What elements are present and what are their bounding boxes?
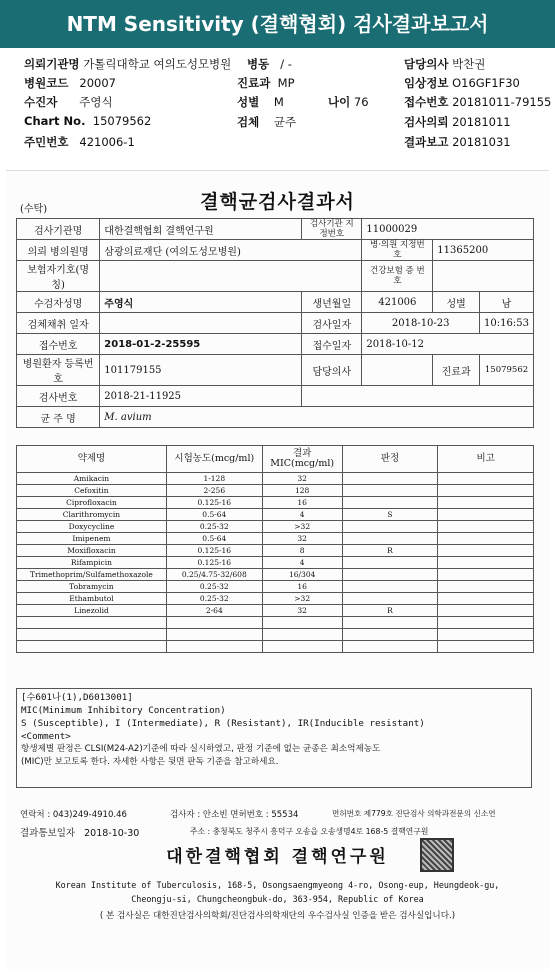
mic-cell-judgment <box>342 617 438 629</box>
mic-cell-drug: Imipenem <box>17 533 167 545</box>
mic-row <box>17 473 534 485</box>
info-row <box>17 240 534 261</box>
label-agency: 검사기관명 <box>17 219 100 240</box>
mic-cell-mic: 8 <box>262 545 342 557</box>
mic-row <box>17 641 534 653</box>
mic-cell-mic: 16/304 <box>262 569 342 581</box>
mic-cell-mic <box>262 629 342 641</box>
mic-cell-drug: Moxifloxacin <box>17 545 167 557</box>
footer-address: 주소 : 충청북도 청주시 흥덕구 오송읍 오송생명4로 168-5 결핵연구원 <box>190 827 429 836</box>
value-referral: 삼광의료재단 (여의도성모병원) <box>100 240 362 261</box>
mic-cell-range: 0.25-32 <box>166 581 262 593</box>
mic-cell-mic: 16 <box>262 497 342 509</box>
value-sex: 남 <box>480 292 534 313</box>
value-health-cert <box>433 261 534 292</box>
header-field-resident-no: 주민번호 421006-1 <box>24 135 135 149</box>
label-sex: 성별 <box>433 292 480 313</box>
mic-cell-note <box>438 641 534 653</box>
mic-cell-range: 2-64 <box>166 605 262 617</box>
mic-cell-drug: Amikacin <box>17 473 167 485</box>
label-dept: 진료과 <box>433 355 480 386</box>
mic-cell-range: 2-256 <box>166 485 262 497</box>
info-row <box>17 292 534 313</box>
mic-cell-judgment <box>342 629 438 641</box>
info-row <box>17 261 534 292</box>
mic-cell-note <box>438 593 534 605</box>
mic-cell-mic: >32 <box>262 521 342 533</box>
mic-cell-judgment <box>342 485 438 497</box>
header-field-hospital-code: 병원코드 20007 <box>24 76 116 90</box>
mic-cell-judgment <box>342 533 438 545</box>
mic-cell-mic: 4 <box>262 557 342 569</box>
value-patient-name: 주영식 <box>100 292 302 313</box>
info-row <box>17 386 534 407</box>
header-field-referral: 의뢰기관명 가톨릭대학교 여의도성모병원 <box>24 57 232 71</box>
mic-cell-mic: 128 <box>262 485 342 497</box>
mic-cell-note <box>438 569 534 581</box>
notes-box <box>16 688 532 788</box>
value-exam-no: 2018-21-11925 <box>100 386 302 407</box>
header-field-doctor: 담당의사 박찬권 <box>404 57 486 71</box>
mic-cell-range <box>166 617 262 629</box>
institute-address-en: Korean Institute of Tuberculosis, 168-5, Osongsaengmyeong 4-ro, Osong-eup, Heungdeok-gu, <box>55 880 500 890</box>
info-row <box>17 219 534 240</box>
mic-row <box>17 509 534 521</box>
value-referral-code: 11365200 <box>433 240 534 261</box>
header-field-age: 나이 76 <box>328 95 369 109</box>
value-dept: 15079562 <box>480 355 534 386</box>
mic-cell-drug: Ethambutol <box>17 593 167 605</box>
header-field-dept: 진료과 MP <box>237 76 295 90</box>
value-reception-date: 2018-10-12 <box>362 334 534 355</box>
label-agency-code: 검사기관 지정번호 <box>302 219 362 240</box>
mic-cell-judgment <box>342 557 438 569</box>
mic-cell-drug: Cefoxitin <box>17 485 167 497</box>
mic-cell-judgment <box>342 569 438 581</box>
label-hospital-reg: 병원환자 등록번호 <box>17 355 100 386</box>
label-reception-date: 접수일자 <box>302 334 362 355</box>
notes-code: [수601나(1),D6013001] <box>21 692 133 703</box>
label-insurer: 보험자기호(명칭) <box>17 261 100 292</box>
mic-cell-mic <box>262 617 342 629</box>
footer-license: 면허번호 제779호 진단검사 의학과전문의 신소연 <box>332 809 496 818</box>
value-reception-no: 2018-01-2-25595 <box>100 334 302 355</box>
value-agency: 대한결핵협회 결핵연구원 <box>100 219 302 240</box>
mic-row <box>17 617 534 629</box>
mic-cell-range: 0.5-64 <box>166 509 262 521</box>
mic-cell-drug <box>17 641 167 653</box>
mic-row <box>17 605 534 617</box>
mic-cell-drug: Linezolid <box>17 605 167 617</box>
label-reception-no: 접수번호 <box>17 334 100 355</box>
info-row <box>17 407 534 428</box>
mic-cell-mic: 32 <box>262 473 342 485</box>
mic-cell-mic: 16 <box>262 581 342 593</box>
mic-cell-range: 0.125-16 <box>166 497 262 509</box>
mic-cell-judgment <box>342 593 438 605</box>
form-suffix-label: (수탁) <box>20 204 48 215</box>
mic-cell-range: 0.25-32 <box>166 593 262 605</box>
header-field-reception-no: 접수번호 20181011-79155 <box>404 95 552 109</box>
header-field-report-date: 결과보고 20181031 <box>404 135 511 149</box>
mic-cell-range: 1-128 <box>166 473 262 485</box>
header-judgment: 판정 <box>342 446 438 473</box>
mic-cell-range: 0.25-32 <box>166 521 262 533</box>
mic-row <box>17 545 534 557</box>
mic-cell-judgment <box>342 641 438 653</box>
institute-name-korean: 대한결핵협회 결핵연구원 <box>166 847 389 867</box>
value-doctor <box>362 355 433 386</box>
header-field-request-date: 검사의뢰 20181011 <box>404 115 511 129</box>
mic-cell-note <box>438 485 534 497</box>
value-species: M. avium <box>100 407 534 428</box>
report-banner: NTM Sensitivity (결핵협회) 검사결과보고서 <box>0 0 555 48</box>
mic-cell-range: 0.125-16 <box>166 545 262 557</box>
label-dob: 생년월일 <box>302 292 362 313</box>
mic-cell-drug: Doxycycline <box>17 521 167 533</box>
mic-cell-drug <box>17 629 167 641</box>
mic-cell-judgment <box>342 521 438 533</box>
mic-table-header <box>17 446 534 473</box>
patient-info-table <box>16 218 534 428</box>
label-health-cert: 건강보험 증 번 호 <box>362 261 433 292</box>
mic-cell-drug: Rifampicin <box>17 557 167 569</box>
institute-address-en: Cheongju-si, Chungcheongbuk-do, 363-954, Republic of Korea <box>131 894 424 904</box>
info-row <box>17 355 534 386</box>
header-field-patient: 수진자 주영식 <box>24 95 113 109</box>
label-doctor: 담당의사 <box>302 355 362 386</box>
footer-examiner: 검사자 : 안소빈 면허번호 : 55534 <box>170 810 299 820</box>
mic-cell-note <box>438 617 534 629</box>
header-mic: 결과 MIC(mcg/ml) <box>262 446 342 473</box>
header-field-chart-no: Chart No. 15079562 <box>24 114 152 128</box>
notes-comment-line: (MIC)만 보고토록 한다. 자세한 사항은 뒷면 판독 기준을 참고하세요. <box>21 757 279 767</box>
mic-row <box>17 533 534 545</box>
mic-cell-range: 0.5-64 <box>166 533 262 545</box>
info-row <box>17 313 534 334</box>
form-title: 결핵균검사결과서 <box>200 191 355 213</box>
value-hospital-reg: 101179155 <box>100 355 302 386</box>
value-agency-code: 11000029 <box>362 219 534 240</box>
official-seal <box>420 838 454 872</box>
mic-cell-range <box>166 641 262 653</box>
header-field-sex: 성별 M <box>237 95 284 109</box>
mic-cell-mic: 32 <box>262 533 342 545</box>
mic-cell-note <box>438 497 534 509</box>
mic-cell-note <box>438 605 534 617</box>
label-referral-code: 병·의원 지정번호 <box>362 240 433 261</box>
label-exam-no: 검사번호 <box>17 386 100 407</box>
notes-legend: S (Susceptible), I (Intermediate), R (Resistant), IR(Inducible resistant) <box>21 718 425 729</box>
mic-row <box>17 581 534 593</box>
mic-cell-note <box>438 509 534 521</box>
mic-cell-judgment: R <box>342 605 438 617</box>
certification-note: ( 본 검사실은 대한진단검사의학회/진단검사의학재단의 우수검사실 인증을 받은 검사실입니다.) <box>99 911 456 921</box>
header-field-ward: 병동 / - <box>247 57 292 71</box>
mic-row <box>17 629 534 641</box>
label-patient-name: 수검자성명 <box>17 292 100 313</box>
label-specimen-date: 검체채취 일자 <box>17 313 100 334</box>
label-exam-date: 검사일자 <box>302 313 362 334</box>
mic-row <box>17 557 534 569</box>
mic-cell-drug <box>17 617 167 629</box>
mic-cell-note <box>438 581 534 593</box>
mic-table-body <box>17 473 534 653</box>
header-range: 시험농도(mcg/ml) <box>166 446 262 473</box>
value-dob: 421006 <box>362 292 433 313</box>
mic-cell-judgment: R <box>342 545 438 557</box>
header-field-specimen: 검체 균주 <box>237 115 297 129</box>
mic-cell-range: 0.125-16 <box>166 557 262 569</box>
value-empty <box>302 386 534 407</box>
mic-cell-note <box>438 521 534 533</box>
value-exam-date: 2018-10-23 <box>362 313 480 334</box>
mic-cell-drug: Ciprofloxacin <box>17 497 167 509</box>
mic-cell-judgment <box>342 581 438 593</box>
label-species: 균 주 명 <box>17 407 100 428</box>
footer-contact: 연락처 : 043)249-4910.46 <box>20 810 127 820</box>
header-drug: 약제명 <box>17 446 167 473</box>
header-field-clinical-info: 임상정보 O16GF1F30 <box>404 76 520 90</box>
mic-cell-note <box>438 545 534 557</box>
mic-cell-judgment <box>342 497 438 509</box>
header-note: 비고 <box>438 446 534 473</box>
mic-cell-note <box>438 629 534 641</box>
footer-report-date: 결과통보일자 2018-10-30 <box>20 828 140 839</box>
notes-comment-label: <Comment> <box>21 731 71 742</box>
mic-cell-range <box>166 629 262 641</box>
label-referral: 의뢰 병의원명 <box>17 240 100 261</box>
mic-row <box>17 593 534 605</box>
notes-comment-line: 항생제별 판정은 CLSI(M24-A2)기준에 따라 실시하였고, 판정 기준에 없는 균종은 최소억제농도 <box>21 744 381 754</box>
mic-cell-mic: 4 <box>262 509 342 521</box>
mic-cell-note <box>438 533 534 545</box>
mic-row <box>17 521 534 533</box>
mic-cell-mic: >32 <box>262 593 342 605</box>
mic-cell-drug: Tobramycin <box>17 581 167 593</box>
mic-cell-drug: Trimethoprim/Sulfamethoxazole <box>17 569 167 581</box>
value-insurer <box>100 261 362 292</box>
value-exam-time: 10:16:53 <box>480 313 534 334</box>
notes-mic-definition: MIC(Minimum Inhibitory Concentration) <box>21 705 226 716</box>
mic-cell-judgment <box>342 473 438 485</box>
value-specimen-date <box>100 313 302 334</box>
mic-cell-judgment: S <box>342 509 438 521</box>
mic-row <box>17 497 534 509</box>
mic-row <box>17 569 534 581</box>
mic-table <box>16 445 534 653</box>
mic-cell-range: 0.25/4.75-32/608 <box>166 569 262 581</box>
mic-cell-mic <box>262 641 342 653</box>
info-row <box>17 334 534 355</box>
mic-row <box>17 485 534 497</box>
mic-cell-drug: Clarithromycin <box>17 509 167 521</box>
mic-cell-note <box>438 557 534 569</box>
mic-cell-note <box>438 473 534 485</box>
mic-cell-mic: 32 <box>262 605 342 617</box>
